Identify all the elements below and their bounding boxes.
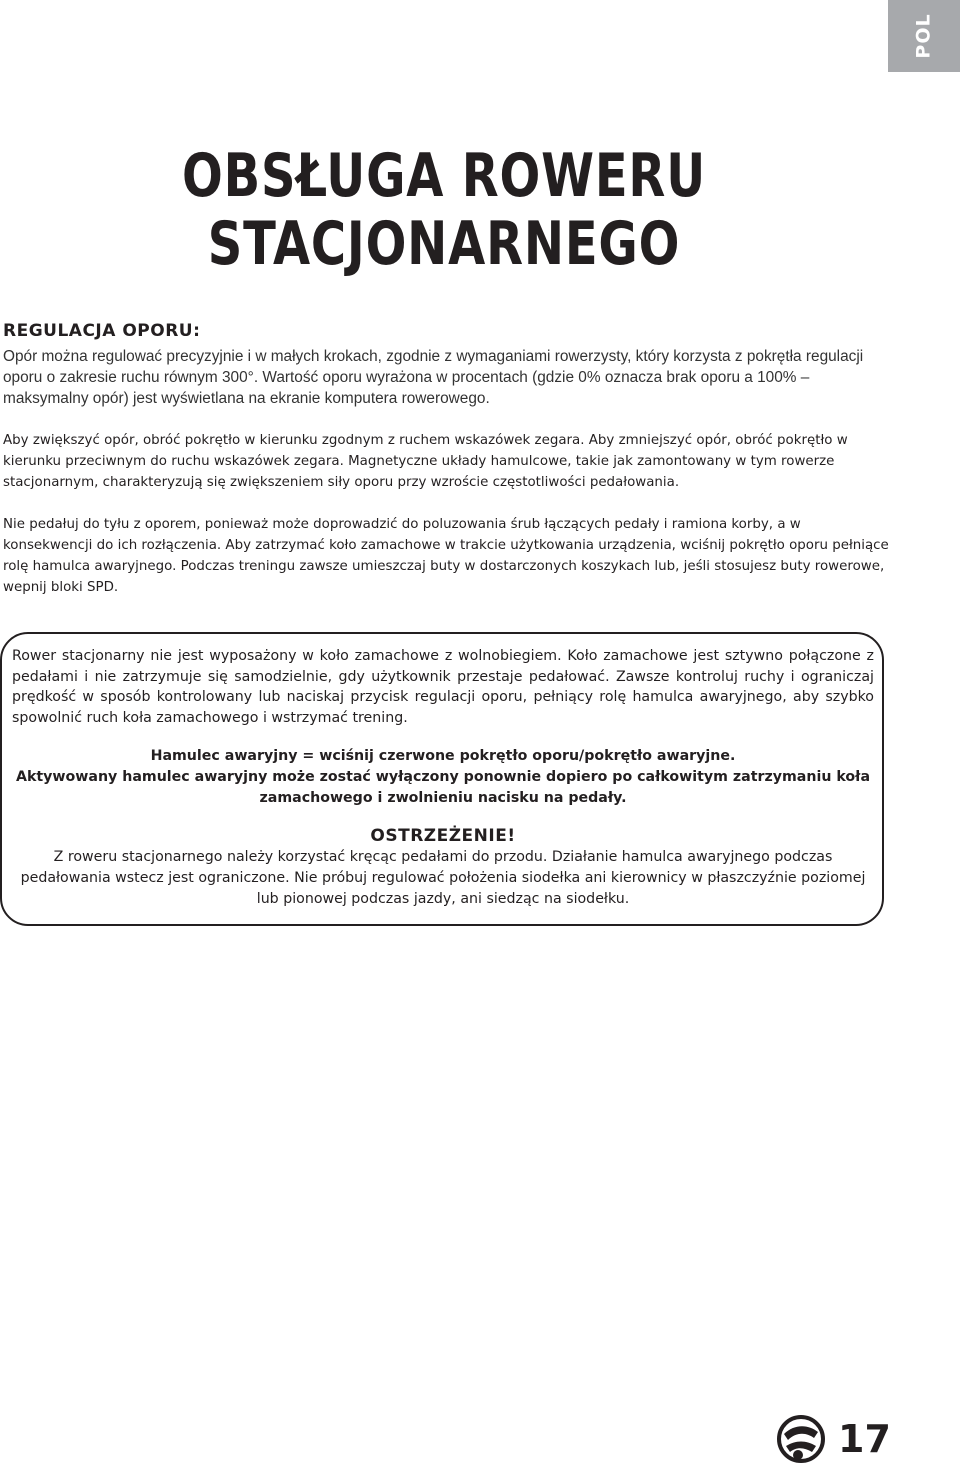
language-tab	[888, 0, 960, 72]
paragraph-resistance-range: Opór można regulować precyzyjnie i w małych krokach, zgodnie z wymaganiami rowerzysty, który korzysta z pokrętła regulacji oporu o zakresie ruchu równym 300°. Wartość oporu wyrażona w procentach (gdzie 0% oznacza brak oporu a 100% – maksymalny opór) jest wyświetlana na ekranie komputera rowerowego.	[3, 348, 864, 407]
warning-box	[0, 632, 884, 926]
paragraph-resistance-adjust: Aby zwiększyć opór, obróć pokrętło w kierunku zgodnym z ruchem wskazówek zegara. Aby zmniejszyć opór, obróć pokrętło w kierunku przeciwnym do ruchu wskazówek zegara. Magnetyczne układy hamulcowe, takie jak zamontowany w tym rowerze stacjonarnym, charakteryzują się zwiększeniem siły oporu przy wzroście częstotliwości pedałowania.	[3, 433, 848, 490]
page-title	[89, 142, 799, 278]
language-label: POL	[913, 13, 935, 59]
page-title-line-1: OBSŁUGA ROWERU	[182, 141, 706, 211]
paragraph-pedaling-safety: Nie pedałuj do tyłu z oporem, ponieważ może doprowadzić do poluzowania śrub łączących pedały i ramiona korby, a w konsekwencji do ich rozłączenia. Aby zatrzymać koło zamachowe w trakcie użytkowania urządzenia, wciśnij pokrętło oporu pełniące rolę hamulca awaryjnego. Podczas treningu zawsze umieszczaj buty w dostarczonych koszykach lub, jeśli stosujesz buty rowerowe, wepnij bloki SPD.	[3, 517, 889, 595]
page-number: 17	[838, 1417, 891, 1461]
emergency-brake-line-1: Hamulec awaryjny = wciśnij czerwone pokrętło oporu/pokrętło awaryjne.	[150, 748, 736, 764]
warning-text: Z roweru stacjonarnego należy korzystać kręcąc pedałami do przodu. Działanie hamulca awaryjnego podczas pedałowania wstecz jest ograniczone. Nie próbuj regulować położenia siodełka ani kierownicy w płaszczyźnie poziomej lub pionowej podczas jazdy, ani siedząc na siodełku.	[20, 849, 866, 907]
page-footer	[776, 1412, 896, 1466]
resistance-section	[3, 320, 893, 598]
emergency-brake-line-2: Aktywowany hamulec awaryjny może zostać wyłączony ponownie dopiero po całkowitym zatrzymaniu koła zamachowego i zwolnieniu nacisku na pedały.	[15, 769, 871, 806]
emergency-brake-note	[12, 746, 874, 809]
page-title-line-2: STACJONARNEGO	[207, 209, 681, 279]
flywheel-info: Rower stacjonarny nie jest wyposażony w koło zamachowe z wolnobiegiem. Koło zamachowe jest sztywno połączone z pedałami i nie zatrzymuje się samodzielnie, gdy użytkownik przestaje pedałować. Zawsze kontroluj ruchy i ograniczaj prędkość w sposób kontrolowany lub naciskaj przycisk regulacji oporu, pełniący rolę hamulca awaryjnego, aby szybko spowolnić ruch koła zamachowego i wstrzymać trening.	[12, 648, 874, 726]
brand-logo-icon	[776, 1414, 826, 1464]
section-heading: REGULACJA OPORU:	[3, 321, 201, 341]
warning-title: OSTRZEŻENIE!	[370, 826, 516, 846]
